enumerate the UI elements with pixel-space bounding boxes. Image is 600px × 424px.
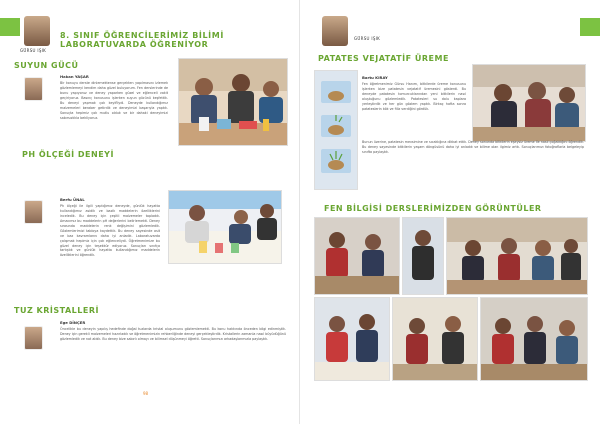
section-title-suyun: SUYUN GÜCÜ: [14, 61, 79, 70]
title-line-1: 8. SINIF ÖĞRENCİLERİMİZ BİLİMİ: [60, 31, 224, 40]
lab-photo: [178, 58, 288, 146]
section-title-ph: PH ÖLÇEĞİ DENEYİ: [22, 150, 114, 159]
gallery-photo: [480, 297, 588, 381]
author-photo: [24, 16, 50, 46]
student-photo: [24, 200, 43, 224]
author-name: GÜRSU IŞIK: [354, 36, 381, 41]
gallery-photo: [314, 217, 400, 295]
section-title-tuz: TUZ KRİSTALLERİ: [14, 306, 99, 315]
article-text: Ph ölçeği ile ilgili yaptığımız deneyde, günlük hayatta kullandığımız asidik ve bazik maddelerin özelliklerini inceledik. Bu deney için çeşitli malzemeler topladık. Amacımız bu maddelerin pH değerlerini belirlemekti. Deney sırasında maddelerin renk değişimini gözlemledik. Gözlemlerimizi tabloya kaydettik. Bu deney sayesinde asit ve baz kavramlarını daha iyi anladık. Laboratuvarda çalışmak hepimiz için çok eğlenceliydi. Öğretmenimize bu güzel deney için teşekkür ediyoruz. Sonuçları sınıfça tartıştık ve günlük hayatta kullandığımız maddelerin özelliklerini öğrendik.: [60, 204, 160, 258]
section-title-patates: PATATES VEJATATİF ÜREME: [318, 54, 449, 63]
gallery-photo: [314, 297, 390, 381]
lab-photo: [168, 190, 282, 264]
section-title-gallery: FEN BİLGİSİ DERSLERİMİZDEN GÖRÜNTÜLER: [324, 204, 542, 213]
byline: Ege DİNÇER: [60, 320, 86, 325]
article-text: Fen öğretmenimiz Gürsu Hanım, bitkilerde üreme konusunu işlerken bize patatesin vejatatif üremesini gösterdi. Bu deneyde patatesin tomurcuklarından yeni bitkilerin nasıl oluştuğunu gözlemledik. Patatesleri su dolu kaplara yerleştirdik ve her gün gözlem yaptık. Birkaç hafta sonra patateslerin kök ve filiz verdiğini gördük.: [362, 82, 466, 111]
page-number: 98: [143, 391, 149, 396]
student-photo: [24, 77, 43, 101]
right-page: [300, 0, 600, 424]
byline: Hakan YAŞAR: [60, 74, 89, 79]
corner-tab: [580, 18, 600, 36]
author-name: GÜRSU IŞIK: [20, 48, 47, 53]
article-text: Bunun üzerine, patatesin mevsimine ve sıcaklığına dikkat ettik. Deney sonunda bitkilerin eşeysiz üreme ile nasıl çoğaldığını öğrendik. Bu deney sayesinde bitkilerin yaşam döngüsünü daha iyi anladık ve bilime olan ilgimiz arttı. Sonuçlarımızı fotoğraflarla belgeleyip sınıfta paylaştık.: [362, 140, 584, 154]
corner-tab: [0, 18, 20, 36]
title-line-2: LABORATUVARDA ÖĞRENİYOR: [60, 40, 209, 49]
experiment-photo: [314, 70, 358, 190]
author-photo: [322, 16, 348, 46]
byline: Bartu KIRAY: [362, 75, 388, 80]
article-text: Öncelikle bu deneyin yapılış hedefinde doğal tuzlarda kristal oluşumunu gözlemlemekti. Bu konu hakkında önceden bilgi edinmiştik. Deney için gerekli malzemeleri hazırladık ve öğretmenimizin rehberliğinde deneyi gerçekleştirdik. Kristallerin zamanla nasıl büyüdüğünü gözlemledik ve not aldık. Bu deney bize sabırlı olmayı ve bilimsel düşünmeyi öğretti. Sonuçlarımızı arkadaşlarımızla paylaştık.: [60, 327, 286, 341]
gallery-photo: [446, 217, 588, 295]
gallery-photo: [392, 297, 478, 381]
article-text: Bir konuyu derste dinlemektense gerçekten yapılmasını izlemek gözlemlemeyi kendim daha güzel buluyorum. Fen derslerinde de bunu yapıyoruz ve deney yaparken güzel ve eğlenceli vakit geçiriyoruz. Basınç konusunu işlerken suyun gücünü keşfettik. Bu deneyi yapmak çok keyifliydi. Deneyde kullandığımız malzemeleri beraber getirdik ve deneyimizi başarıyla yaptık. Sonuçta hepimiz çok mutlu olduk ve bir dahaki deneyimizi sabırsızlıkla bekliyoruz.: [60, 81, 168, 120]
byline: Berfu ÜNAL: [60, 197, 85, 202]
student-photo: [24, 326, 43, 350]
class-photo: [472, 64, 586, 142]
gallery-photo: [402, 217, 444, 295]
